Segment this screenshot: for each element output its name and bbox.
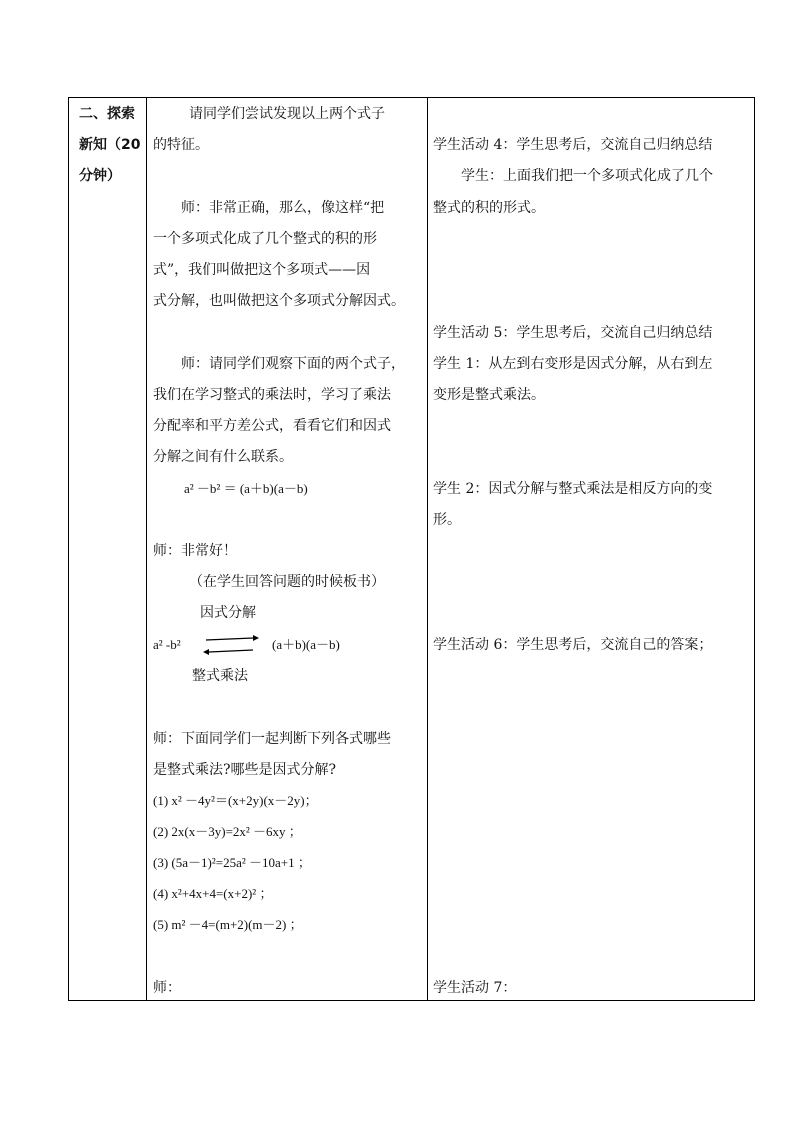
question-line1: 师：下面同学们一起判断下列各式哪些: [153, 731, 391, 747]
teacher-para3-line3: 分配率和平方差公式，看看它们和因式: [153, 418, 391, 434]
teacher-para3-line4: 分解之间有什么联系。: [153, 449, 293, 465]
student1-line1: 学生 1：从左到右变形是因式分解，从右到左: [433, 356, 713, 372]
student-activity-4: 学生活动 4：学生思考后，交流自己归纳总结: [433, 137, 713, 153]
lesson-table: [68, 97, 755, 1001]
board-note: （在学生回答问题的时候板书）: [189, 574, 385, 590]
exercise-item: (4) x²+4x+4=(x+2)² ；: [153, 886, 273, 901]
student-answer-line2: 整式的积的形式。: [433, 200, 545, 216]
teacher-good: 师：非常好！: [153, 543, 237, 559]
student-activity-7: 学生活动 7：: [433, 980, 517, 996]
formula-difference-of-squares: a² －b² ＝ (a＋b)(a－b): [184, 481, 308, 496]
student-answer-line1: 学生：上面我们把一个多项式化成了几个: [461, 168, 713, 184]
section-title-line-2: 新知（20: [79, 137, 141, 153]
section-title-line-3: 分钟）: [79, 168, 121, 184]
arrow-diagram-left: a² -b²: [153, 637, 181, 652]
student2-line1: 学生 2：因式分解与整式乘法是相反方向的变: [433, 481, 713, 497]
teacher-para2-line3: 式”，我们叫做把这个多项式——因: [153, 262, 371, 278]
exercise-item: (5) m² －4=(m+2)(m－2) ；: [153, 917, 303, 932]
section-title-line-1: 二、探索: [79, 106, 135, 122]
teacher-para2-line1: 师：非常正确，那么，像这样“把: [181, 200, 385, 216]
section-cell: [69, 98, 146, 1000]
teacher-para3-line2: 我们在学习整式的乘法时，学习了乘法: [153, 387, 391, 403]
student-activity-6: 学生活动 6：学生思考后，交流自己的答案；: [433, 637, 713, 653]
student-cell: [428, 98, 754, 1000]
arrow-diagram-right: (a＋b)(a－b): [272, 637, 340, 652]
teacher-para3-line1: 师：请同学们观察下面的两个式子，: [181, 356, 405, 372]
teacher-para1-line2: 的特征。: [153, 137, 209, 153]
exercise-item: (1) x² －4y²＝(x+2y)(x－2y)；: [153, 793, 318, 808]
teacher-final-prompt: 师：: [153, 980, 181, 996]
exercise-item: (2) 2x(x－3y)=2x² －6xy ；: [153, 824, 302, 839]
student2-line2: 形。: [433, 512, 461, 528]
teacher-para1-line1: 请同学们尝试发现以上两个式子: [189, 106, 385, 122]
teacher-cell: [147, 98, 427, 1000]
question-line2: 是整式乘法?哪些是因式分解?: [153, 762, 337, 778]
exercise-item: (3) (5a－1)²=25a² －10a+1 ；: [153, 855, 311, 870]
teacher-para2-line4: 式分解，也叫做把这个多项式分解因式。: [153, 293, 405, 309]
multiplication-label: 整式乘法: [192, 668, 248, 684]
student-activity-5: 学生活动 5：学生思考后，交流自己归纳总结: [433, 325, 713, 341]
double-arrow-icon: [201, 632, 259, 658]
student1-line2: 变形是整式乘法。: [433, 387, 545, 403]
teacher-para2-line2: 一个多项式化成了几个整式的积的形: [153, 231, 377, 247]
factorization-label: 因式分解: [200, 605, 256, 621]
